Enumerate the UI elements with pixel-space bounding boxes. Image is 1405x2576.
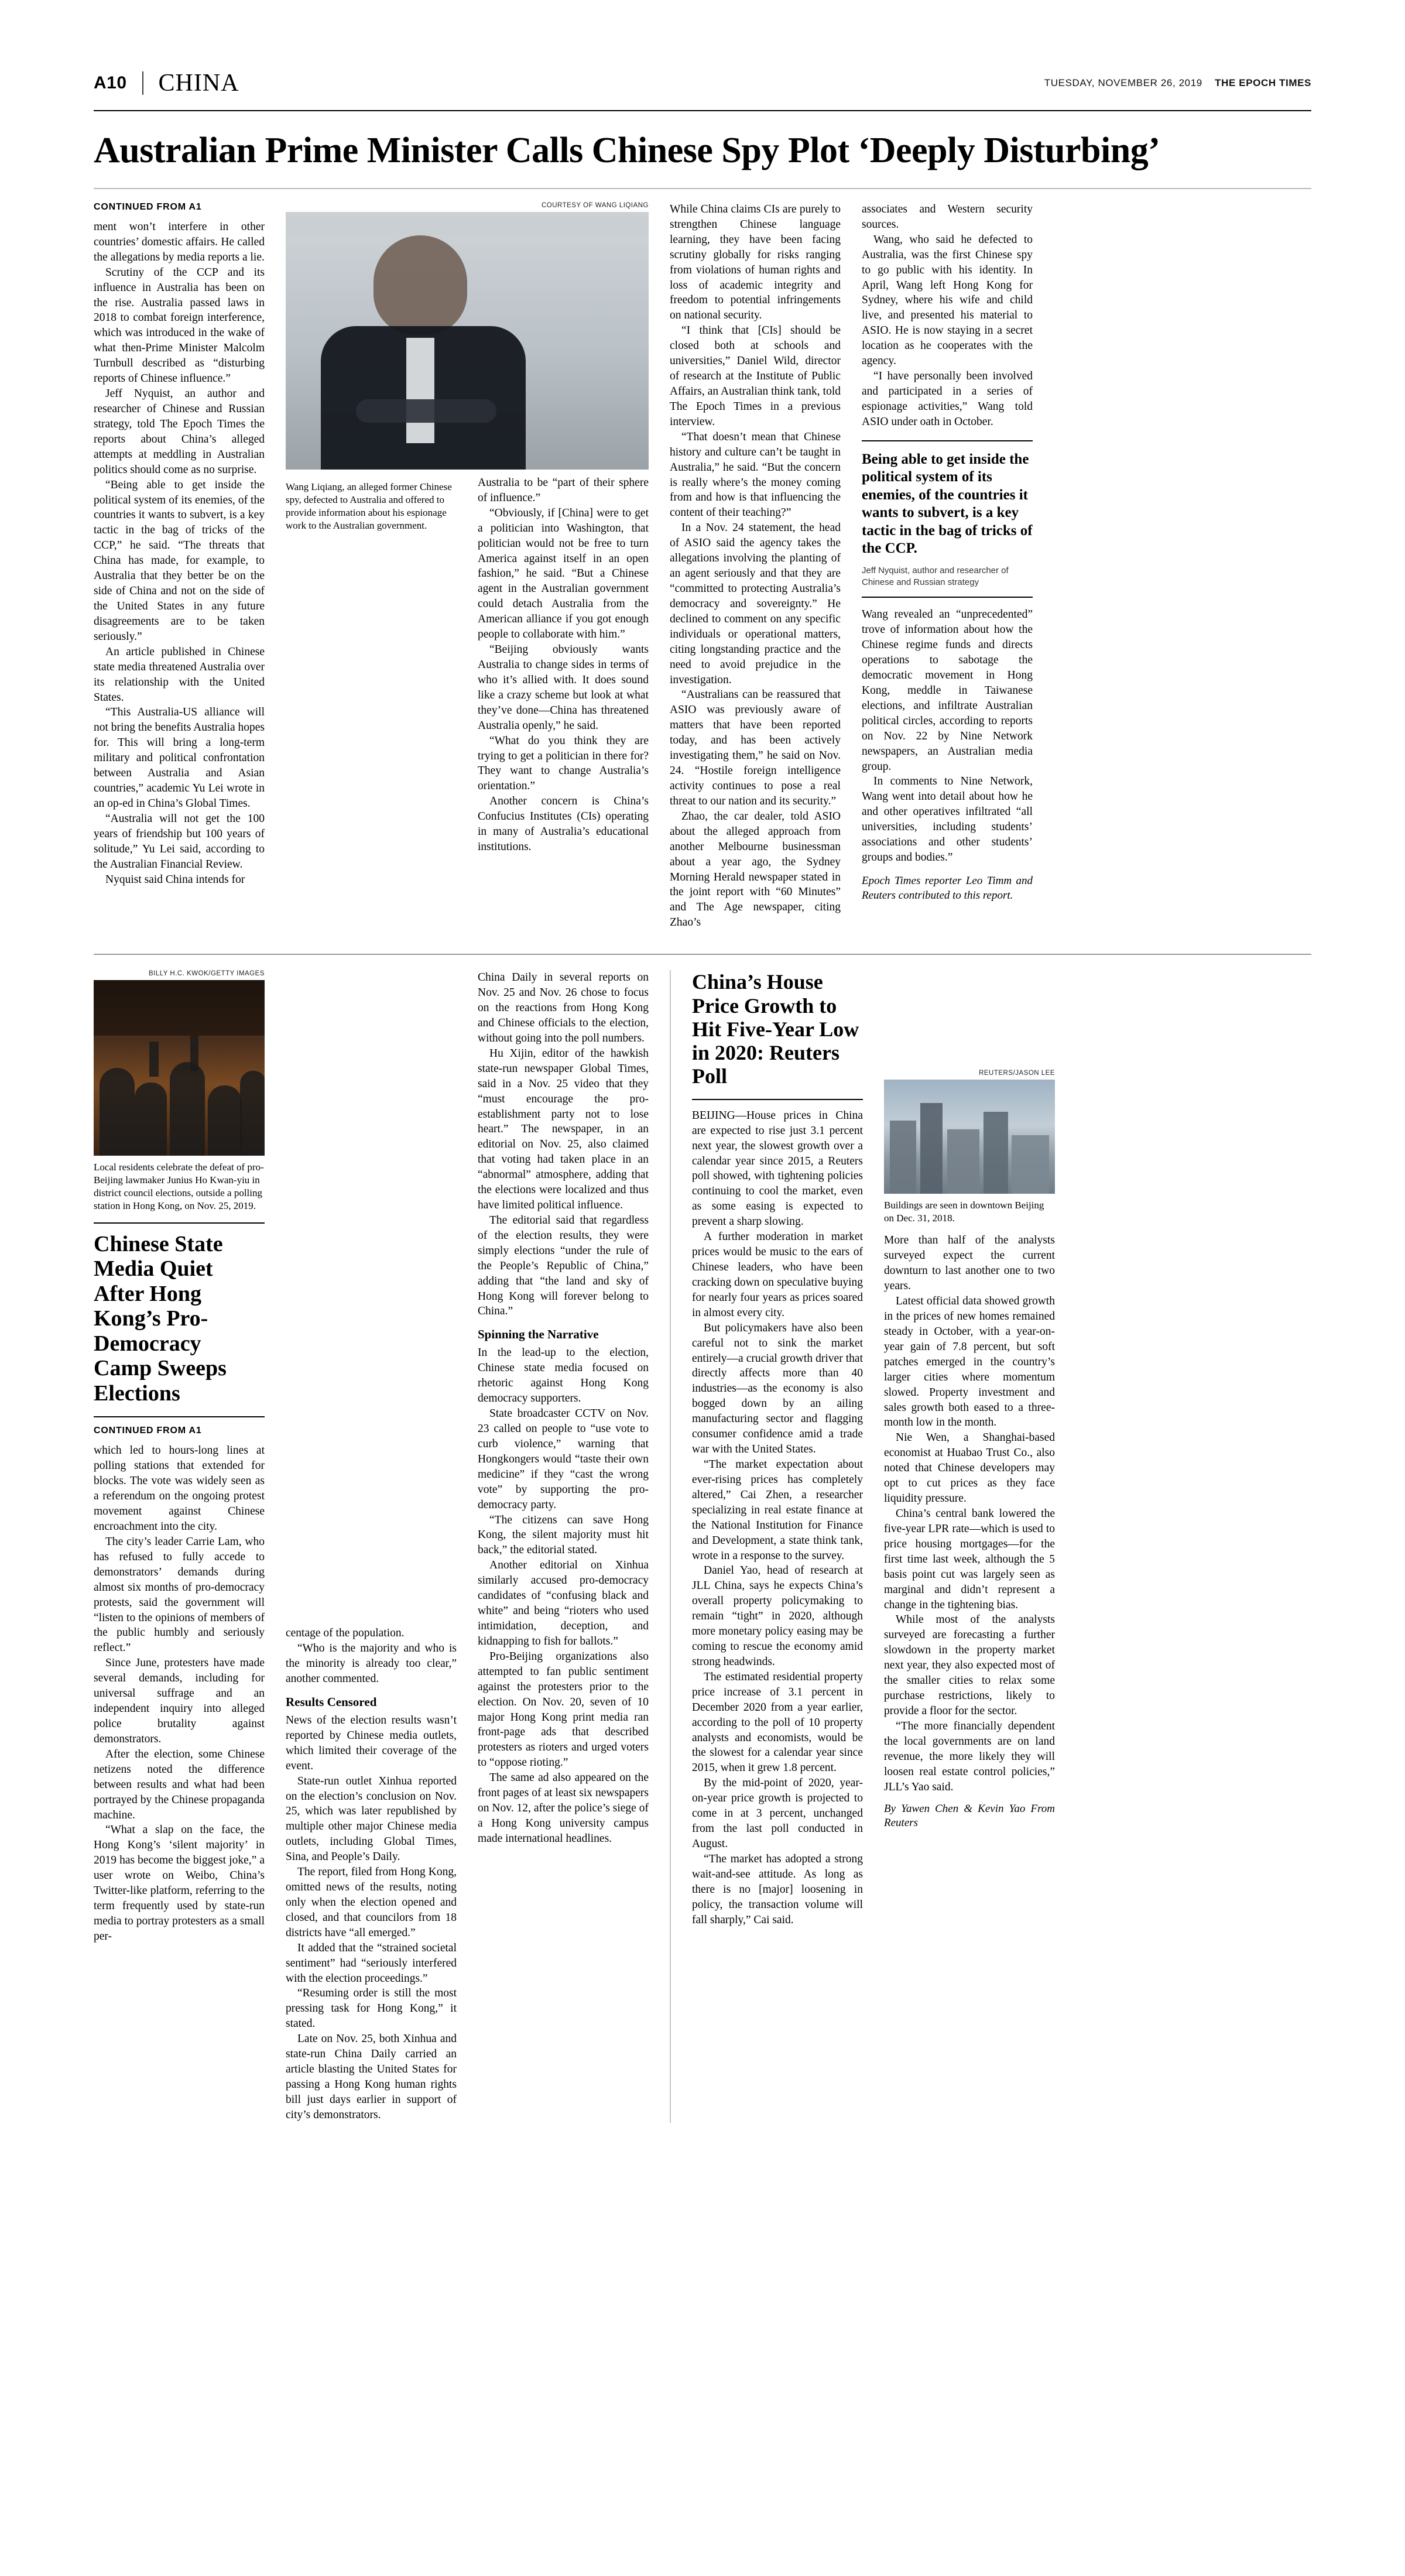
paragraph: “I think that [CIs] should be closed both at schools and universities,” Daniel Wild, director of research at the Institute of Public Affairs, an Australian think tank, told The Epoch Times in a previous interview. bbox=[670, 324, 841, 428]
photo-caption: Wang Liqiang, an alleged former Chinese spy, defected to Australia and offered to provide information about his espionage work to the Australian government. bbox=[286, 481, 452, 532]
paragraph: In comments to Nine Network, Wang went into detail about how he and other operatives infiltrated “all universities, including students’ associations and other students’ groups and bodies.” bbox=[862, 775, 1033, 864]
photo-credit: COURTESY OF WANG LIQIANG bbox=[541, 201, 649, 209]
main-article-columns bbox=[94, 202, 1311, 930]
paragraph: centage of the population. bbox=[286, 1627, 405, 1640]
paragraph: Nie Wen, a Shanghai-based economist at Huabao Trust Co., also noted that Chinese developers may opt to cut prices as they face liquidity pressure. bbox=[884, 1431, 1055, 1505]
issue-date: TUESDAY, NOVEMBER 26, 2019 bbox=[1044, 77, 1202, 88]
continued-label: CONTINUED FROM A1 bbox=[94, 201, 202, 212]
paragraph: Nyquist said China intends for bbox=[105, 873, 245, 886]
paragraph: “The citizens can save Hong Kong, the silent majority must hit back,” the editorial stated. bbox=[478, 1513, 649, 1557]
paragraph: In the lead-up to the election, Chinese state media focused on rhetoric against Hong Kong democracy supporters. bbox=[478, 1347, 649, 1405]
section-divider bbox=[94, 954, 1311, 955]
hk-col-1 bbox=[94, 970, 265, 2123]
main-col-3-top bbox=[478, 475, 649, 855]
main-col-1 bbox=[94, 202, 265, 930]
masthead-divider bbox=[142, 71, 143, 95]
paragraph: A further moderation in market prices would be music to the ears of Chinese leaders, who have been cracking down on speculative buying for nearly four years as prices soared in almost every city. bbox=[692, 1231, 863, 1319]
price-headline-rule bbox=[692, 1099, 863, 1100]
paragraph: Another editorial on Xinhua similarly accused pro-democracy candidates of “confusing black and white” and being “rioters who used intimidation, deception, and kidnapping to fish for ballots.” bbox=[478, 1559, 649, 1647]
photo-credit: BILLY H.C. KWOK/GETTY IMAGES bbox=[148, 970, 265, 978]
paragraph: “That doesn’t mean that Chinese history and culture can’t be taught in Australia,” he said. “But the concern is really where’s the money coming from and how is that influencing the content of their teaching?” bbox=[670, 430, 841, 519]
hk-headline-rule-2 bbox=[94, 1416, 265, 1417]
paragraph: News of the election results wasn’t reported by Chinese media outlets, which limited their coverage of the event. bbox=[286, 1714, 457, 1772]
beijing-photo bbox=[884, 1080, 1055, 1194]
contributor-note: Epoch Times reporter Leo Timm and Reuters contributed to this report. bbox=[862, 874, 1033, 902]
paragraph: While China claims CIs are purely to strengthen Chinese language learning, they have been facing scrutiny globally for risks ranging from violations of human rights and loss of academic integrity and freedom to potential infringements on national security. bbox=[670, 203, 841, 322]
paragraph: “Australia will not get the 100 years of friendship but 100 years of solitude,” Yu Lei said, according to the Australian Financial Review. bbox=[94, 812, 265, 871]
photo-block bbox=[286, 202, 649, 855]
paragraph: In a Nov. 24 statement, the head of ASIO said the agency takes the allegations involving the planting of an agent seriously and that they are “committed to protecting Australia’s democracy and sovereignty.” He declined to comment on any specific individuals or operational matters, citing longstanding practice and the need to avoid prejudice in the investigation. bbox=[670, 522, 841, 686]
paragraph: After the election, some Chinese netizens noted the difference between results and what had been portrayed by the Chinese propaganda machine. bbox=[94, 1748, 265, 1821]
paragraph: “Resuming order is still the most pressing task for Hong Kong,” it stated. bbox=[286, 1987, 457, 2030]
hk-col-3 bbox=[478, 970, 649, 2123]
lower-section bbox=[94, 970, 1311, 2123]
masthead-left bbox=[94, 69, 239, 97]
paragraph: which led to hours-long lines at polling stations that extended for blocks. The vote was widely seen as a referendum on the ongoing protest movement against Chinese encroachment into the city. bbox=[94, 1444, 265, 1533]
caption-row bbox=[286, 475, 649, 855]
paragraph: Zhao, the car dealer, told ASIO about the alleged approach from another Melbourne businessman about a year ago, the Sydney Morning Herald newspaper stated in the joint report with “60 Minutes” and The Age newspaper, citing Zhao’s bbox=[670, 810, 841, 929]
photo-art bbox=[884, 1080, 1055, 1194]
paragraph: “Beijing obviously wants Australia to change sides in terms of who it’s allied with. It does sound like a crazy scheme but look at what they’ve done—China has threatened Australia openly,” he said. bbox=[478, 643, 649, 732]
hk-col-2 bbox=[286, 970, 457, 2123]
paragraph: Wang revealed an “unprecedented” trove of information about how the Chinese regime funds and directs operations to sabotage the democratic movement in Hong Kong, meddle in Taiwanese elections, and infiltrate Australian political circles, according to reports on Nov. 22 by Nine Network newspapers, an Australian media group. bbox=[862, 608, 1033, 773]
main-col-5 bbox=[862, 202, 1033, 930]
page-number: A10 bbox=[94, 73, 127, 93]
price-col-1 bbox=[692, 970, 863, 2123]
paragraph: Daniel Yao, head of research at JLL China, says he expects China’s overall property policymaking to remain “tight” in 2020, although more monetary policy easing may be coming to rescue the economy amid strong headwinds. bbox=[692, 1564, 863, 1668]
paragraph: More than half of the analysts surveyed expect the current downturn to last another one to two years. bbox=[884, 1234, 1055, 1293]
hk-headline: Chinese State Media Quiet After Hong Kong’s Pro-Democracy Camp Sweeps Elections bbox=[94, 1231, 227, 1406]
pull-quote-attribution: Jeff Nyquist, author and researcher of Chinese and Russian strategy bbox=[862, 565, 1009, 588]
paragraph: State broadcaster CCTV on Nov. 23 called on people to “use vote to curb violence,” warning that Hongkongers would “taste their own medicine” if they “cast the wrong vote” by supporting the pro-democracy party. bbox=[478, 1407, 649, 1511]
main-col-4 bbox=[670, 202, 841, 930]
paragraph: “This Australia-US alliance will not bring the benefits Australia hopes for. This will bring a long-term military and political confrontation between Australia and Asian countries,” academic Yu Lei wrote in an op-ed in China’s Global Times. bbox=[94, 706, 265, 810]
hk-photo bbox=[94, 980, 265, 1156]
paragraph: Latest official data showed growth in the prices of new homes remained steady in October, with a year-on-year gain of 7.8 percent, but soft patches emerged in the country’s larger cities where momentum slowed. Property investment and sales growth both eased to a three-month low in the month. bbox=[884, 1295, 1055, 1429]
main-headline: Australian Prime Minister Calls Chinese Spy Plot ‘Deeply Disturbing’ bbox=[94, 131, 1160, 170]
hk-continued-label: CONTINUED FROM A1 bbox=[94, 1426, 202, 1436]
paragraph: “Obviously, if [China] were to get a politician into Washington, that politician would not be free to turn America against itself in an open fashion,” he said. “But a Chinese agent in the Australian government could detach Australia from the American alliance if you got enough people to collaborate with him.” bbox=[478, 506, 649, 641]
price-col-2 bbox=[884, 970, 1055, 2123]
paper-name: THE EPOCH TIMES bbox=[1215, 77, 1311, 88]
masthead-right bbox=[1044, 77, 1311, 89]
paragraph: Jeff Nyquist, an author and researcher of Chinese and Russian strategy, told The Epoch Times the reports about China’s alleged attempts at meddling in Australian politics should come as no surprise. bbox=[94, 388, 265, 476]
paragraph: The editorial said that regardless of the election results, they were simply elections “under the rule of the People’s Republic of China,” adding that “the land and sky of Hong Kong will forever belong to China.” bbox=[478, 1214, 649, 1318]
main-photo-and-cols bbox=[286, 202, 649, 930]
paragraph: An article published in Chinese state media threatened Australia over its relationship with the United States. bbox=[94, 645, 265, 704]
hk-subhead-results-censored: Results Censored bbox=[286, 1694, 377, 1709]
paragraph: While most of the analysts surveyed are forecasting a further slowdown in the property market next year, they also expected most of the smaller cities to relax some purchase restrictions, likely to provide a floor for the sector. bbox=[884, 1614, 1055, 1717]
paragraph: China’s central bank lowered the five-year LPR rate—which is used to price housing mortgages—for the first time last week, although the 5 basis point cut was largely seen as marginal and didn’t represent a change in the tightening bias. bbox=[884, 1507, 1055, 1611]
paragraph: “Being able to get inside the political system of its enemies, of the countries it wants to subvert, is a key tactic in the bag of tricks of the CCP,” he said. “The threats that China has made, for example, to Australia that they better be on the side of China and not on the side of the United States in any future disagreements are to be taken seriously.” bbox=[94, 478, 265, 643]
hk-headline-rule bbox=[94, 1222, 265, 1224]
paragraph: The estimated residential property price increase of 3.1 percent in December 2020 from a year earlier, according to the poll of 10 property analysts and economists, would be the slowest for a calendar year since 2015, when it grew 1.8 percent. bbox=[692, 1670, 863, 1775]
paragraph: “The more financially dependent the local governments are on land revenue, the more likely they will loosen real estate control policies,” JLL’s Yao said. bbox=[884, 1719, 1055, 1793]
paragraph: “The market has adopted a strong wait-and-see attitude. As long as there is no [major] loosening in policy, the transaction volume will fall sharply,” Cai said. bbox=[692, 1852, 863, 1926]
paragraph: “I have personally been involved and participated in a series of espionage activities,” Wang told ASIO under oath in October. bbox=[862, 370, 1033, 428]
paragraph: Hu Xijin, editor of the hawkish state-run newspaper Global Times, said in a Nov. 25 video that they “must encourage the pro-establishment party not to lose heart.” The newspaper, in an editorial on Nov. 25, also claimed that voting had taken place in an “abnormal” atmosphere, adding that the elections were localized and thus have limited political influence. bbox=[478, 1047, 649, 1212]
paragraph: Australia to be “part of their sphere of influence.” bbox=[478, 476, 649, 504]
paragraph: Wang, who said he defected to Australia, was the first Chinese spy to go public with his identity. In April, Wang left Hong Kong for Sydney, where his wife and child live, and presented his material to ASIO. He is now staying in a secret location as he cooperates with the agency. bbox=[862, 233, 1033, 368]
paragraph: “The market expectation about ever-rising prices has completely altered,” Cai Zhen, a researcher specializing in real estate finance at the National Institution for Finance and Development, a state think tank, wrote in a response to the survey. bbox=[692, 1458, 863, 1562]
paragraph: “What a slap on the face, the Hong Kong’s ‘silent majority’ in 2019 has become the biggest joke,” a user wrote on Weibo, China’s Twitter-like platform, referring to the term frequently used by state-run media to portray protesters as a small per- bbox=[94, 1824, 265, 1943]
price-photo-caption: Buildings are seen in downtown Beijing on Dec. 31, 2018. bbox=[884, 1200, 1044, 1224]
photo-credit: REUTERS/JASON LEE bbox=[979, 1070, 1055, 1077]
photo-art bbox=[94, 980, 265, 1156]
paragraph: Another concern is China’s Confucius Institutes (CIs) operating in many of Australia’s educational institutions. bbox=[478, 795, 649, 854]
masthead bbox=[94, 0, 1311, 97]
hk-subhead-spinning-the-narrative: Spinning the Narrative bbox=[478, 1327, 599, 1342]
paragraph: Pro-Beijing organizations also attempted to fan public sentiment against the protesters prior to the election. On Nov. 20, seven of 10 major Hong Kong print media ran front-page ads that described protesters as rioters and urged voters to “oppose rioting.” bbox=[478, 1650, 649, 1769]
section-name: CHINA bbox=[158, 70, 239, 97]
pull-quote-text: Being able to get inside the political system of its enemies, of the countries it wants to subvert, is a key tactic in the bag of tricks of the CCP. bbox=[862, 451, 1033, 557]
paragraph: “Australians can be reassured that ASIO was previously aware of matters that have been reported today, and has been actively investigating them,” he said on Nov. 24. “Hostile foreign intelligence activity continues to pose a real threat to our nation and its security.” bbox=[670, 688, 841, 807]
paragraph: Late on Nov. 25, both Xinhua and state-run China Daily carried an article blasting the United States for passing a Hong Kong human rights bill just days earlier in support of city’s demonstrators. bbox=[286, 2033, 457, 2121]
paragraph: State-run outlet Xinhua reported on the election’s conclusion on Nov. 25, which was later republished by multiple other major Chinese media outlets, including Global Times, Sina, and People’s Daily. bbox=[286, 1775, 457, 1864]
hk-col2-spacer bbox=[286, 970, 457, 1626]
portrait-photo bbox=[286, 212, 649, 470]
vertical-divider bbox=[670, 970, 671, 2123]
price-byline: By Yawen Chen & Kevin Yao From Reuters bbox=[884, 1802, 1055, 1830]
headline-rule bbox=[94, 188, 1311, 189]
paragraph: “Who is the majority and who is the minority is already too clear,” another commented. bbox=[286, 1642, 457, 1685]
paragraph: ment won’t interfere in other countries’ domestic affairs. He called the allegations by media reports a lie. bbox=[94, 220, 265, 263]
masthead-rule bbox=[94, 110, 1311, 111]
paragraph: “What do you think they are trying to get a politician in there for? They want to change Australia’s orientation.” bbox=[478, 734, 649, 793]
hk-photo-caption: Local residents celebrate the defeat of pro-Beijing lawmaker Junius Ho Kwan-yiu in district council elections, outside a polling station in Hong Kong, on Nov. 25, 2019. bbox=[94, 1162, 264, 1212]
paragraph: The report, filed from Hong Kong, omitted news of the results, noting only when the election opened and closed, and that councilors from 18 districts have “all emerged.” bbox=[286, 1866, 457, 1939]
paragraph: The same ad also appeared on the front pages of at least six newspapers on Nov. 12, after the police’s siege of a Hong Kong university campus made international headlines. bbox=[478, 1772, 649, 1845]
pull-quote bbox=[862, 440, 1033, 598]
paragraph: associates and Western security sources. bbox=[862, 203, 1033, 231]
paragraph: Since June, protesters have made several demands, including for universal suffrage and an independent inquiry into alleged police brutality against demonstrators. bbox=[94, 1657, 265, 1745]
paragraph: China Daily in several reports on Nov. 25 and Nov. 26 chose to focus on the reactions from Hong Kong and Chinese officials to the election, without going into the poll numbers. bbox=[478, 971, 649, 1044]
paragraph: The city’s leader Carrie Lam, who has refused to fully accede to demonstrators’ demands during almost six months of pro-democracy protests, said the government will “listen to the opinions of members of the public humbly and seriously reflect.” bbox=[94, 1535, 265, 1654]
price-headline: China’s House Price Growth to Hit Five-Year Low in 2020: Reuters Poll bbox=[692, 970, 859, 1088]
paragraph: Scrutiny of the CCP and its influence in Australia has been on the rise. Australia passed laws in 2018 to combat foreign interference, which was introduced in the wake of what then-Prime Minister Malcolm Turnbull described as “disturbing reports of Chinese influence.” bbox=[94, 266, 265, 385]
price-col2-spacer bbox=[884, 970, 1055, 1070]
paragraph: It added that the “strained societal sentiment” had “seriously interfered with the election proceedings.” bbox=[286, 1941, 457, 1985]
photo-art bbox=[286, 212, 649, 470]
paragraph: BEIJING—House prices in China are expected to rise just 3.1 percent next year, the slowest growth over a calendar year since 2015, a Reuters poll showed, with tightening policies continuing to cool the market, even as some easing is expected to prevent a sharp slowing. bbox=[692, 1109, 863, 1228]
caption-col bbox=[286, 475, 457, 855]
paragraph: But policymakers have also been careful not to sink the market entirely—a crucial growth driver that directly affects more than 40 industries—as the economy is also bogged down by an ailing manufacturing sector and flagging consumer confidence amid a trade war with the United States. bbox=[692, 1321, 863, 1456]
paragraph: By the mid-point of 2020, year-on-year price growth is projected to come in at 3 percent, unchanged from the last poll conducted in August. bbox=[692, 1777, 863, 1851]
